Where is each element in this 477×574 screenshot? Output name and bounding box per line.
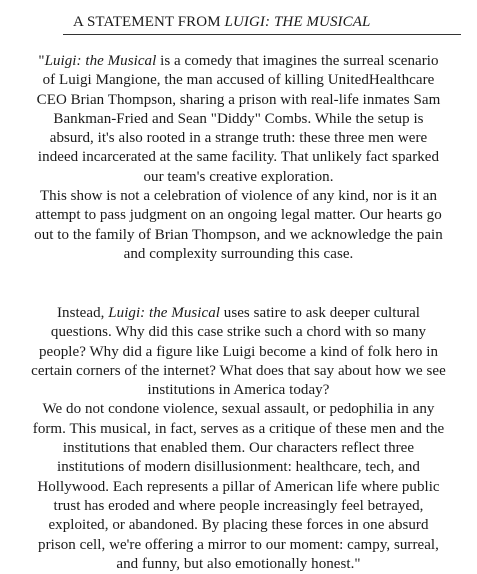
text-line: Instead, Luigi: the Musical uses satire to ask deeper cultural xyxy=(56,305,420,321)
text-line: indeed incarcerated at the same facility. That unlikely fact sparked xyxy=(37,149,440,166)
text-line: CEO Brian Thompson, sharing a prison with real-life inmates Sam xyxy=(36,91,441,108)
text-line: form. This musical, in fact, serves as a critique of these men and the xyxy=(32,420,445,437)
text-line: We do not condone violence, sexual assault, or pedophilia in any xyxy=(42,401,435,418)
show-title-italic: Luigi: the Musical xyxy=(44,53,157,69)
text-line: Hollywood. Each represents a pillar of American life where public xyxy=(37,478,440,495)
text-line: and funny, but also emotionally honest." xyxy=(116,555,361,572)
statement-header xyxy=(73,12,457,32)
text-line: exploited, or abandoned. By placing these forces in one absurd xyxy=(48,517,429,534)
text-line: questions. Why did this case strike such a chord with so many xyxy=(50,324,427,341)
text-line: This show is not a celebration of violence of any kind, nor is it an xyxy=(39,188,438,205)
text-line: attempt to pass judgment on an ongoing legal matter. Our hearts go xyxy=(35,207,442,224)
text-line: people? Why did a figure like Luigi become a kind of folk hero in xyxy=(38,343,439,360)
text-line: "Luigi: the Musical is a comedy that imagines the surreal scenario xyxy=(38,53,439,69)
header-show-title: LUIGI: THE MUSICAL xyxy=(224,14,371,30)
text-line: institutions that enabled them. Our characters reflect three xyxy=(62,440,415,457)
text-line: of Luigi Mangione, the man accused of killing UnitedHealthcare xyxy=(42,72,435,89)
text-line: institutions of modern disillusionment: healthcare, tech, and xyxy=(57,459,420,476)
show-title-italic: Luigi: the Musical xyxy=(108,305,220,321)
text-line: our team's creative exploration. xyxy=(143,168,334,185)
statement-block-2 xyxy=(6,304,471,574)
header-prefix: A STATEMENT FROM xyxy=(73,14,225,30)
text-line: trust has eroded and where people increasingly feel betrayed, xyxy=(53,497,424,514)
text-line: Bankman-Fried and Sean "Diddy" Combs. While the setup is xyxy=(53,110,424,127)
statement-block-1 xyxy=(6,52,471,264)
text-line: out to the family of Brian Thompson, and we acknowledge the pain xyxy=(34,226,443,243)
header-divider xyxy=(63,34,461,35)
text-line: absurd, it's also rooted in a strange truth: these three men were xyxy=(49,130,428,147)
text-line: institutions in America today? xyxy=(147,382,330,399)
text-line: prison cell, we're offering a mirror to our moment: campy, surreal, xyxy=(38,536,439,553)
text-line: and complexity surrounding this case. xyxy=(123,245,354,262)
text-line: certain corners of the internet? What does that say about how we see xyxy=(31,362,446,379)
